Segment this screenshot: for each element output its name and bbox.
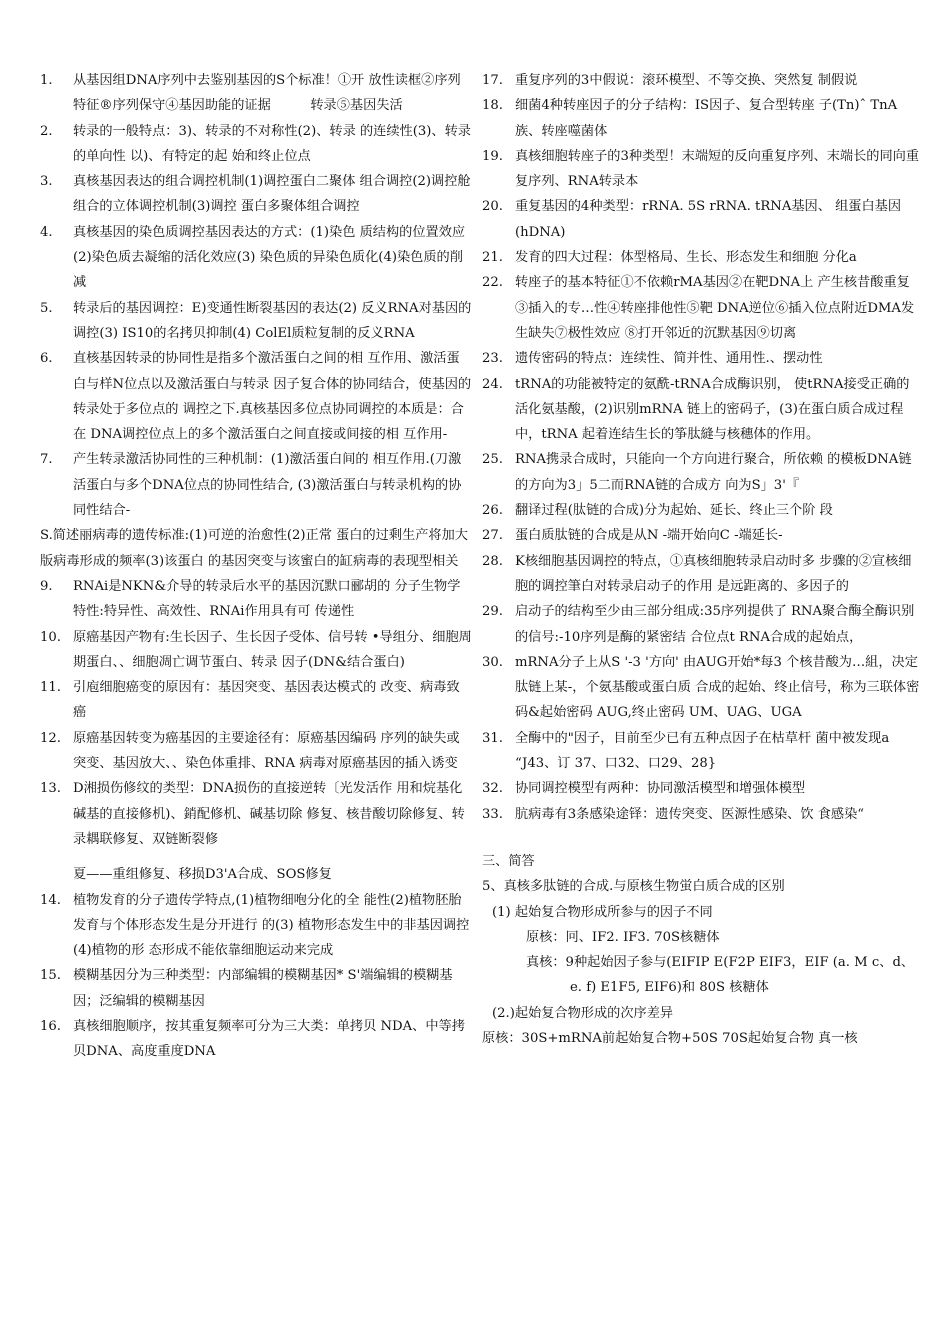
list-item: 9. RNAi是NKN&介导的转录后水平的基因沉默口郦胡的 分子生物学特性:特异性、高效性、RNAi作用具有可 传递性: [40, 578, 461, 620]
list-item: 27. 蛋白质肽链的合成是从N -端开始向C -端延长-: [482, 528, 783, 544]
list-item: 21. 发育的四大过程：体型格局、生长、形态发生和细胞 分化a: [482, 250, 857, 266]
right-column: [482, 68, 920, 1051]
prokaryote-factors: 原核：冋、IF2. IF3. 70S核糖体: [526, 929, 720, 945]
list-item: 13. D湘损伤修纹的类型：DNA损伤的直接逆转〔光发活作 用和烷基化碱基的直接修机)、銷配修机、碱基切除 修复、核昔酸切除修复、转录耦联修复、双链断裂修: [40, 781, 465, 847]
prokaryote-order: 原核：30S+mRNA前起始复合物+50S 70S起始复合物 真一核: [482, 1030, 858, 1046]
list-item: 1. 从基因组DNA序列中去鉴别基因的S个标准！①开 放性读框②序列特征®序列保守④基因助能的证据 转录⑤基因失活: [40, 73, 461, 114]
list-item: 5. 转录后的基因调控：E)变通性断裂基因的表达(2) 反义RNA对基因的调控(3) IS10的名拷贝抑制(4) ColEl质粒复制的反义RNA: [40, 300, 472, 341]
list-item: 22. 转座子的基本特征①不依赖rMA基因②在靶DNA上 产生核昔酸重复③插入的专…性④转座排他性⑤靶 DNA逆位⑥插入位点附近DMA发生缺失⑦极性效应 ⑧打开邻近的沉默基因⑨切离: [482, 275, 915, 341]
question-title: 5、真核多肽链的合成.与原核生物蛍白质合成的区别: [482, 879, 785, 895]
left-column: [40, 68, 472, 1065]
list-item: 20. 重复基因的4种类型：rRNA. 5S rRNA. tRNA基因、 组蛋白基因(hDNA): [482, 199, 902, 240]
list-item: 30. mRNA分子上从S '-3 '方向' 由AUG开始*每3 个核昔酸为…組，决定肽链上某-，个氨基酸或蛋白质 合成的起始、终止信号，称为三联体密码&起始密码 AUG,终止密码 UM、UAG、UGA: [482, 654, 920, 721]
list-item: 7. 产生转录激活协同性的三种机制：(1)激活蛋白间的 相互作用.(刀激活蛋白与多个DNA位点的协同性结合, (3)激活蛋白与转录机构的协同性结合-: [40, 452, 462, 519]
list-item: 15. 模糊基因分为三种类型：内部编辑的模糊基因* S'端编辑的模糊基因；泛编辑的模糊基因: [40, 968, 453, 1009]
section-heading: 三、简答: [482, 853, 535, 869]
answer-point-2: (2.)起始复合物形成的次序差异: [492, 1005, 674, 1021]
list-item: S.简述丽病毒的遗传标准:(1)可逆的治愈性(2)正常 蛋白的过剩生产将加大版病毒形成的频率(3)该蛋白 的基因突变与该蜜白的缸病毒的表现型相关: [40, 528, 468, 569]
list-item: 19. 真核细胞转座子的3种类型！末端短的反向重复序列、末端长的同向重复序列、RNA转录本: [482, 148, 920, 190]
list-item: 16. 真核细胞顺序，按其重复频率可分为三大类：单拷贝 NDA、中等拷贝DNA、高度重度DNA: [40, 1018, 465, 1060]
list-item: 10. 原癌基因产物有:生长因子、生长因子受体、信号转 •导组分、细胞周期蛋白、、细胞凋亡调节蛋白、转录 因子(DN&结合蛋白): [40, 629, 472, 670]
list-item: 4. 真核基因的染色质调控基因表达的方式：(1)染色 质结构的位置效应(2)染色质去凝缩的活化效应(3) 染色质的异染色质化(4)染色质的削减: [40, 224, 466, 291]
list-item: 33. 肮病毒有3条感染途铎：遗传突变、医源性感染、饮 食感染“: [482, 806, 865, 822]
list-item: 14. 植物发育的分子遗传学特点,(1)植物细咆分化的全 能性(2)植物胚胎发育与个体形态发生是分开进行 的(3) 植物形态发生中的非基因调控(4)植物的形 态形成不能依靠细胞运动来完成: [40, 892, 470, 959]
list-item: 25. RNA携录合成时，只能向一个方向进行聚合，所依赖 的模板DNA链的方向为3」5二而RNA链的合成方 向为S」3'『: [482, 452, 912, 493]
list-item-continuation: 夏——重组修复、移损D3'A合成、SOS修复: [73, 867, 332, 883]
list-item: 2. 转录的一般特点：3)、转录的不对称性(2)、转录 的连续性(3)、转录的单向性 以)、有特定的起 始和终止位点: [40, 123, 471, 164]
list-item: 6. 直核基因转录的协同性是指多个激活蛋白之间的相 互作用、激活蛋白与样N位点以及激活蛋白与转录 因子复合体的协同结合，使基因的转录处于多位点的 调控之下.真核基因多位点协同调控的本质是：合在 DNA调控位点上的多个激活蛋白之间直接或间接的相 互作用-: [40, 351, 472, 443]
list-item: 24. tRNA的功能被特定的氨酰-tRNA合成酶识别， 使tRNA接受正确的活化氨基酸，(2)识别mRNA 链上的密码子，(3)在蛋白质合成过程中，tRNA 起着连结生长的筝肽縫与核穗体的作用。: [482, 376, 910, 443]
list-item: 32. 协同调控模型有两种：协同激活模型和增强体模型: [482, 781, 806, 797]
list-item: 26. 翻译过程(肽链的合成)分为起始、延长、终止三个阶 段: [482, 503, 833, 519]
list-item: 28. K核细胞基因调控的特点，①真核细胞转录启动时多 步骤的②宣核细胞的调控筆白对转录启动子的作用 是远距离的、多因子的: [482, 553, 912, 594]
list-item: 12. 原癌基因转变为癌基因的主要途径有：原癌基因编码 序列的缺失或突变、基因放大、、染色体重排、RNA 病毒对原癌基因的插入诱变: [40, 730, 460, 772]
answer-section: [482, 849, 920, 1051]
list-item: 3. 真核基因表达的组合调控机制(1)调控蛋白二聚体 组合调控(2)调控舱组合的立体调控机制(3)调控 蛋白多聚体组合调控: [40, 174, 471, 215]
list-item: 11. 引庖细胞癌变的原因有：基因突变、基因表达模式的 改变、病毒致癌: [40, 680, 460, 721]
list-item: 23. 遗传密码的特点：连续性、简并性、通用性.、摆动性: [482, 351, 823, 367]
eukaryote-factors: 真核：9种起始因子参与(EIFIP E(F2P EIF3，EIF (a. M c、d、e. f) E1F5, EIF6)和 80S 核糖体: [526, 955, 915, 996]
answer-point-1: (1) 起始复合物形成所参与的因子不同: [492, 904, 713, 920]
list-item: 17. 重复序列的3中假说：滚环模型、不等交换、突然复 制假说: [482, 73, 858, 88]
list-item: 31. 全酶中的"因子，目前至少已有五种点因子在枯草杆 菌中被发现a “J43、订 37、口32、口29、28}: [482, 730, 890, 772]
list-item: 18. 细菌4种转座因子的分子结构：IS因子、复合型转座 子(Tn)ˆ TnA族、转座噬菌体: [482, 98, 898, 139]
list-item: 29. 启动子的结构至少由三部分组成:35序列提供了 RNA聚合酶全酶识别的信号:-10序列是酶的紧密结 合位点t RNA合成的起始点，: [482, 604, 915, 645]
